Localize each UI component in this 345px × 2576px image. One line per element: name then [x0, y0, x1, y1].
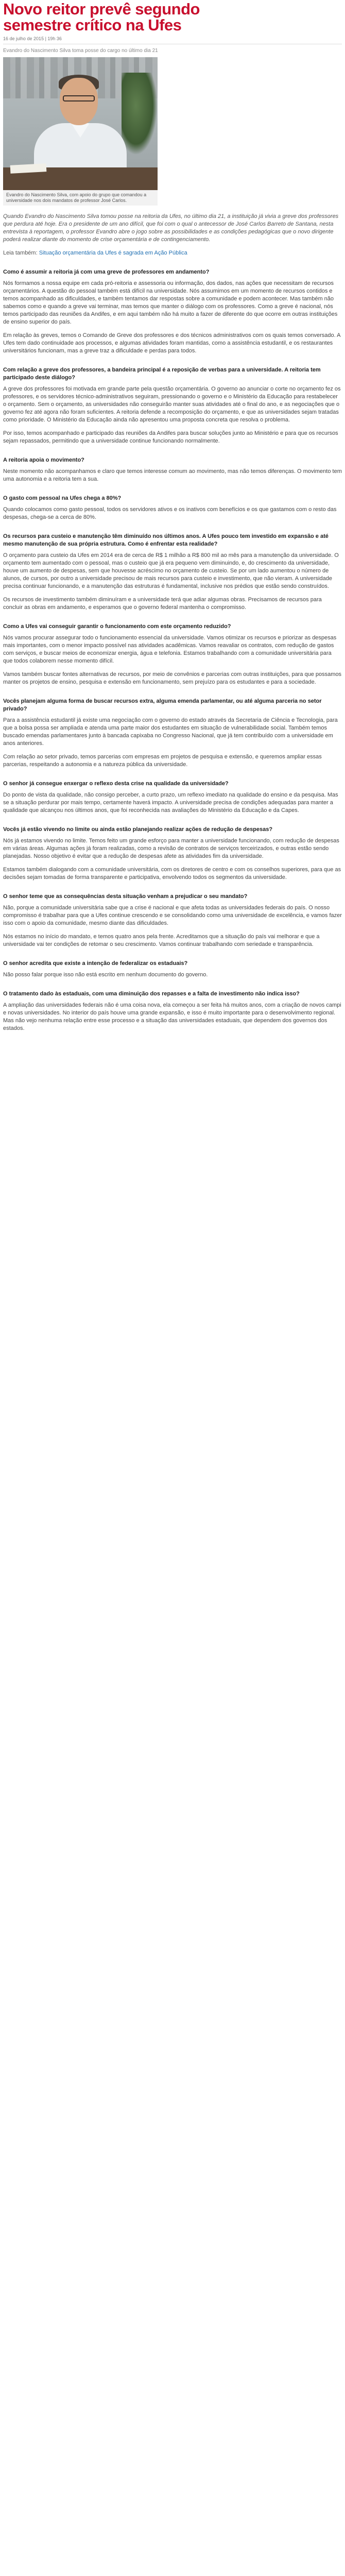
- answer-paragraph: A ampliação das universidades federais não é uma coisa nova, ela começou a ser feita há muitos anos, com a criação de novos campi e novas universidades. No interior do país houve uma grande expansão, e isso é muito importante para o desenvolvimento regional. Mas não vejo nenhuma relação entre esse processo e a situação das universidades estaduais, que dependem dos governos dos estados.: [3, 1002, 341, 1031]
- article-title: [3, 0, 342, 33]
- article-subtitle: Evandro do Nascimento Silva toma posse do cargo no último dia 21: [3, 48, 158, 54]
- photo-figure: [3, 57, 158, 206]
- qa-block: [3, 623, 342, 686]
- interview-question: O gasto com pessoal na Ufes chega a 80%?: [3, 495, 122, 501]
- qa-block: [3, 826, 342, 882]
- answer-paragraph: Nós vamos procurar assegurar todo o funcionamento essencial da universidade. Vamos otimizar os recursos e priorizar as despesas mais importantes, com o menor impacto possível nas atividades acadêmicas. Vamos reavaliar os contratos, com redução de gastos com serviços, e buscar meios de economizar energia, água e telefonia. Estamos trabalhando com a comunidade universitária para que todos colaborem nesse momento difícil.: [3, 635, 337, 664]
- interview-answer: [3, 506, 342, 521]
- article-date: 16 de julho de 2015 | 19h 36: [3, 36, 62, 41]
- interview-answer: [3, 634, 342, 686]
- article-page: [0, 0, 345, 1032]
- qa-block: [3, 698, 342, 769]
- intro-paragraph: Quando Evandro do Nascimento Silva tomou posse na reitoria da Ufes, no último dia 21, a instituição já vivia a greve dos professores que perdura até hoje. Era o presidente de um ano difícil, que foi com o qual o antecessor de José Carlos Barreto de Santana, nesta entrevista à reportagem, o professor Evandro abre o jogo sobre as possibilidades e as condições pedagógicas que o novo dirigente poderá realizar diante do momento de crise orçamentária e de contingenciamento.: [3, 213, 339, 243]
- article-intro: [3, 213, 342, 257]
- interview-answer: [3, 971, 342, 979]
- answer-paragraph: Vamos também buscar fontes alternativas de recursos, por meio de convênios e parcerias com outras instituições, para que possamos manter os projetos de ensino, pesquisa e extensão em funcionamento, sem prejuízo para os estudantes e para a sociedade.: [3, 671, 342, 685]
- interview-question: O senhor teme que as consequências desta situação venham a prejudicar o seu mandato?: [3, 893, 248, 900]
- interview-answer: [3, 904, 342, 948]
- photo-caption: Evandro do Nascimento Silva, com apoio do grupo que comandou a universidade nos dois mandatos de professor José Carlos.: [3, 190, 158, 206]
- answer-paragraph: O orçamento para custeio da Ufes em 2014 era de cerca de R$ 1 milhão a R$ 800 mil ao mês para a manutenção da universidade. O orçamento tem aumentado com o pessoal, mas o custeio que já era pequeno vem diminuindo, e, do crescimento da universidade, houve um aumento de despesas, sem que houvesse acréscimo no orçamento de custeio. Se por um lado aumentou o número de alunos, de cursos, por outro a universidade precisou de mais recursos para custeio e investimento, que não vieram. A universidade precisa continuar funcionando, e a manutenção das estruturas é fundamental, inclusive nos prédios que estão sendo construídos.: [3, 552, 339, 589]
- answer-paragraph: Em relação às greves, temos o Comando de Greve dos professores e dos técnicos administrativos com os quais temos conversado. A Ufes tem dado continuidade aos processos, e algumas atividades foram mantidas, como a assistência estudantil, e os restaurantes universitários funcionam, mas a greve traz a dificuldade e perdas para todos.: [3, 332, 340, 354]
- interview-answer: [3, 280, 342, 355]
- read-also-link[interactable]: Situação orçamentária da Ufes é sagrada em Ação Pública: [39, 250, 187, 256]
- interview-question: O tratamento dado às estaduais, com uma diminuição dos repasses e a falta de investimento não indica isso?: [3, 991, 300, 997]
- interview-question: O senhor acredita que existe a intenção de federalizar os estaduais?: [3, 960, 188, 967]
- answer-paragraph: Para a assistência estudantil já existe uma negociação com o governo do estado através da Secretaria de Ciência e Tecnologia, para que a bolsa possa ser ampliada e atenda uma parte maior dos estudantes em situação de vulnerabilidade social. Também temos buscado emendas parlamentares junto à bancada capixaba no Congresso Nacional, que já tem contribuído com a universidade em anos anteriores.: [3, 717, 338, 747]
- reitor-photo: [3, 57, 158, 190]
- title-line-1: Novo reitor prevê segundo: [3, 0, 200, 18]
- interview-question: Vocês planejam alguma forma de buscar recursos extra, alguma emenda parlamentar, ou até alguma parceria no setor privado?: [3, 698, 322, 712]
- interview-answer: [3, 385, 342, 445]
- interview-qa: [3, 268, 342, 1032]
- qa-block: [3, 456, 342, 483]
- qa-block: [3, 960, 342, 979]
- answer-paragraph: Neste momento não acompanhamos e claro que temos interesse comum ao movimento, mas não temos diferenças. O movimento tem uma autonomia e a reitoria tem a sua.: [3, 468, 342, 482]
- read-also-label: Leia também:: [3, 250, 39, 256]
- answer-paragraph: Por isso, temos acompanhado e participado das reuniões da Andifes para buscar soluções junto ao Ministério e para que os recursos sejam repassados, permitindo que a universidade continue funcionando normalmente.: [3, 430, 338, 444]
- answer-paragraph: Nós formamos a nossa equipe em cada pró-reitoria e assessoria ou informação, dos dados, nas ações que necessitam de recursos orçamentários. A questão do pessoal também está difícil na universidade. Nós assumimos em um momento de recursos contidos e temos acompanhado as dificuldades, e também tentamos dar respostas sobre a comunidade e podem acontecer. Mas também não sabemos como e quando a greve vai terminar, mas temos que manter o diálogo com os professores. Como a greve é nacional, nós temos participado das reuniões da Andifes, e em aqui também não há muito a fazer de diferente do que ocorre em outras instituições de ensino superior do país.: [3, 280, 338, 325]
- qa-block: [3, 533, 342, 612]
- answer-paragraph: A greve dos professores foi motivada em grande parte pela questão orçamentária. O governo ao anunciar o corte no orçamento fez os professores, e os servidores técnico-administrativos seguiram, pressionando o governo e o Ministério da Educação para restabelecer o orçamento. Sem o orçamento, as universidades não conseguirão manter suas atividades até o final do ano, e as negociações que o governo fez até agora não foram suficientes. A reitoria defende a recomposição do orçamento, e que as universidades sejam tratadas como prioridade. O Ministério da Educação ainda não apresentou uma proposta concreta que resolva o problema.: [3, 386, 341, 423]
- interview-answer: [3, 837, 342, 882]
- interview-question: O senhor já consegue enxergar o reflexo desta crise na qualidade da universidade?: [3, 781, 229, 787]
- interview-question: Os recursos para custeio e manutenção têm diminuído nos últimos anos. A Ufes pouco tem investido em expansão e até mesmo manutenção de sua própria estrutura. Como é enfrentar esta realidade?: [3, 533, 329, 547]
- answer-paragraph: Do ponto de vista da qualidade, não consigo perceber, a curto prazo, um reflexo imediato na qualidade do ensino e da pesquisa. Mas se a situação perdurar por mais tempo, certamente haverá impacto. A universidade precisa de condições adequadas para manter a qualidade que alcançou nos últimos anos, que foi reconhecida nas avaliações do Ministério da Educação e da Capes.: [3, 792, 338, 814]
- qa-block: [3, 780, 342, 815]
- interview-question: Com relação a greve dos professores, a bandeira principal é a reposição de verbas para a universidade. A reitoria tem participado deste diálogo?: [3, 367, 321, 381]
- answer-paragraph: Quando colocamos como gasto pessoal, todos os servidores ativos e os inativos com benefícios e os que gastamos com o resto das despesas, chega-se a cerca de 80%.: [3, 506, 337, 520]
- interview-answer: [3, 552, 342, 612]
- qa-block: [3, 990, 342, 1032]
- qa-block: [3, 495, 342, 521]
- read-also: [3, 249, 342, 257]
- interview-question: Como é assumir a reitoria já com uma greve de professores em andamento?: [3, 269, 210, 275]
- qa-block: [3, 366, 342, 445]
- qa-block: [3, 893, 342, 948]
- answer-paragraph: Com relação ao setor privado, temos parcerias com empresas em projetos de pesquisa e extensão, e queremos ampliar essas parcerias, respeitando a autonomia e a natureza pública da universidade.: [3, 754, 322, 768]
- answer-paragraph: Estamos também dialogando com a comunidade universitária, com os diretores de centro e com os conselhos superiores, para que as decisões sejam tomadas de forma transparente e participativa, envolvendo todos os segmentos da universidade.: [3, 867, 341, 880]
- answer-paragraph: Os recursos de investimento também diminuíram e a universidade terá que adiar algumas obras. Precisamos de recursos para concluir as obras em andamento, e esperamos que o governo federal mantenha o compromisso.: [3, 597, 322, 611]
- qa-block: [3, 268, 342, 355]
- answer-paragraph: Nós estamos no início do mandato, e temos quatro anos pela frente. Acreditamos que a situação do país vai melhorar e que a universidade vai ter condições de retomar o seu crescimento. Vamos continuar trabalhando com seriedade e transparência.: [3, 934, 320, 947]
- interview-question: A reitoria apoia o movimento?: [3, 457, 84, 463]
- answer-paragraph: Nós já estamos vivendo no limite. Temos feito um grande esforço para manter a universidade funcionando, com redução de despesas em várias áreas. Algumas ações já foram realizadas, como a revisão de contratos de serviços terceirizados, e outras estão sendo planejadas. Nosso objetivo é evitar que a redução de despesas afete as atividades fim da universidade.: [3, 838, 339, 859]
- interview-answer: [3, 468, 342, 483]
- answer-paragraph: Não, porque a comunidade universitária sabe que a crise é nacional e que afeta todas as universidades federais do país. O nosso compromisso é trabalhar para que a Ufes continue crescendo e se consolidando como uma universidade de excelência, e vamos fazer isso com o apoio da comunidade, mesmo diante das dificuldades.: [3, 905, 342, 926]
- answer-paragraph: Não posso falar porque isso não está escrito em nenhum documento do governo.: [3, 972, 208, 978]
- interview-answer: [3, 1002, 342, 1032]
- interview-answer: [3, 791, 342, 815]
- interview-question: Vocês já estão vivendo no limite ou ainda estão planejando realizar ações de redução de despesas?: [3, 826, 273, 833]
- title-line-2: semestre crítico na Ufes: [3, 16, 182, 34]
- interview-answer: [3, 717, 342, 769]
- interview-question: Como a Ufes vai conseguir garantir o funcionamento com este orçamento reduzido?: [3, 623, 231, 630]
